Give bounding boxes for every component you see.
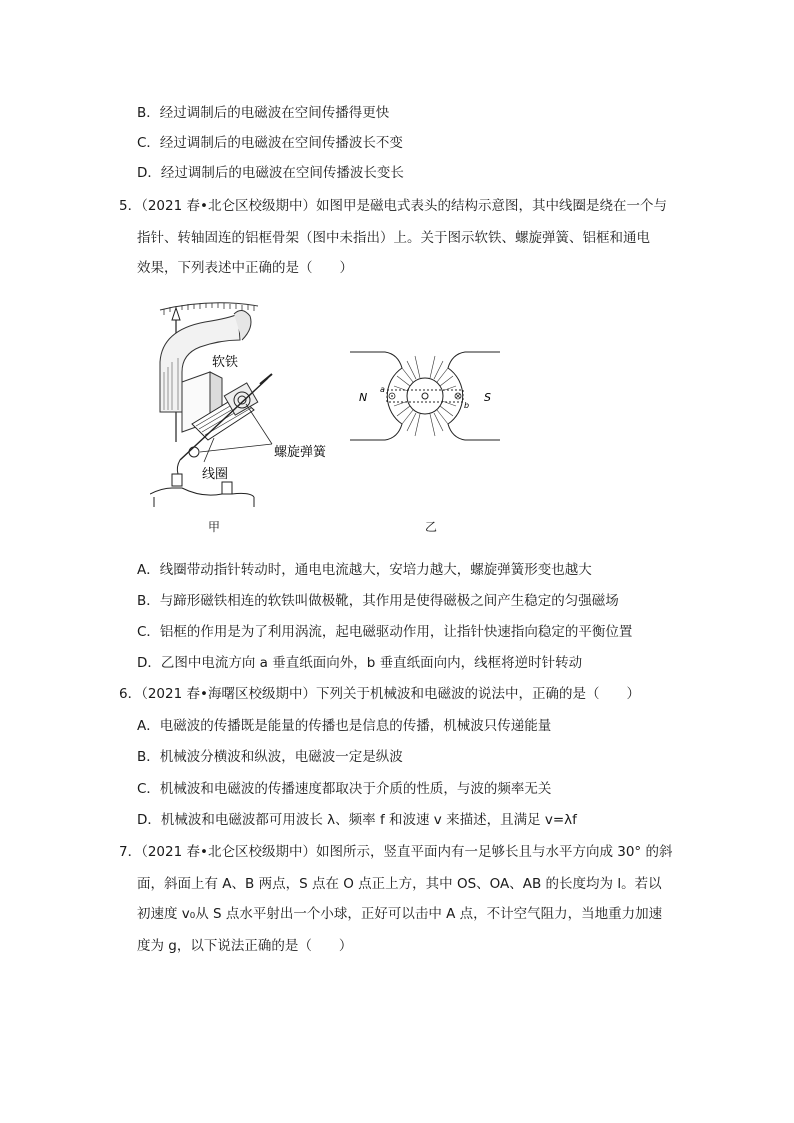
label-soft-iron: 软铁 bbox=[212, 355, 239, 370]
label-coil: 线圈 bbox=[202, 467, 229, 482]
figure-yi-radial-field bbox=[350, 346, 500, 446]
label-n-pole: N bbox=[359, 391, 368, 404]
q5-stem-line-2: 指针、转轴固连的铝框骨架（图中未指出）上。关于图示软铁、螺旋弹簧、铝框和通电 bbox=[137, 230, 650, 246]
q6-option-a: A．电磁波的传播既是能量的传播也是信息的传播，机械波只传递能量 bbox=[137, 718, 552, 734]
label-b: b bbox=[464, 401, 470, 410]
q6-option-b: B．机械波分横波和纵波，电磁波一定是纵波 bbox=[137, 749, 403, 765]
q5-option-d: D．乙图中电流方向 a 垂直纸面向外，b 垂直纸面向内，线框将逆时针转动 bbox=[137, 655, 583, 671]
q5-stem-line-3: 效果，下列表述中正确的是（ ） bbox=[137, 260, 353, 276]
q4-option-d: D．经过调制后的电磁波在空间传播波长变长 bbox=[137, 165, 404, 181]
q6-option-c: C．机械波和电磁波的传播速度都取决于介质的性质，与波的频率无关 bbox=[137, 781, 552, 797]
q4-option-b: B．经过调制后的电磁波在空间传播得更快 bbox=[137, 105, 390, 121]
label-s-pole: S bbox=[484, 391, 491, 404]
q6-stem: 6．（2021 春•海曙区校级期中）下列关于机械波和电磁波的说法中，正确的是（ ） bbox=[119, 686, 640, 702]
q4-option-c: C．经过调制后的电磁波在空间传播波长不变 bbox=[137, 135, 403, 151]
q5-stem-line-1: 5．（2021 春•北仑区校级期中）如图甲是磁电式表头的结构示意图，其中线圈是绕在一个与 bbox=[119, 198, 667, 214]
label-spiral-spring: 螺旋弹簧 bbox=[274, 445, 327, 460]
q5-option-a: A．线圈带动指针转动时，通电电流越大，安培力越大，螺旋弹簧形变也越大 bbox=[137, 562, 592, 578]
figure-yi-caption: 乙 bbox=[425, 520, 438, 534]
q5-option-c: C．铝框的作用是为了利用涡流，起电磁驱动作用，让指针快速指向稳定的平衡位置 bbox=[137, 624, 633, 640]
q7-stem-line-2: 面，斜面上有 A、B 两点，S 点在 O 点正上方，其中 OS、OA、AB 的长度均为 l。若以 bbox=[137, 876, 662, 892]
q7-stem-line-3: 初速度 v₀从 S 点水平射出一个小球，正好可以击中 A 点，不计空气阻力，当地重力加速 bbox=[137, 906, 663, 922]
label-a: a bbox=[380, 385, 385, 394]
q7-stem-line-4: 度为 g，以下说法正确的是（ ） bbox=[137, 938, 353, 954]
figure-jia-galvanometer bbox=[150, 292, 350, 507]
q6-option-d: D．机械波和电磁波都可用波长 λ、频率 f 和波速 v 来描述，且满足 v=λf bbox=[137, 812, 577, 828]
q5-option-b: B．与蹄形磁铁相连的软铁叫做极靴，其作用是使得磁极之间产生稳定的匀强磁场 bbox=[137, 593, 619, 609]
figure-jia-caption: 甲 bbox=[208, 520, 221, 534]
q7-stem-line-1: 7．（2021 春•北仑区校级期中）如图所示，竖直平面内有一足够长且与水平方向成 30° 的斜 bbox=[119, 844, 673, 860]
